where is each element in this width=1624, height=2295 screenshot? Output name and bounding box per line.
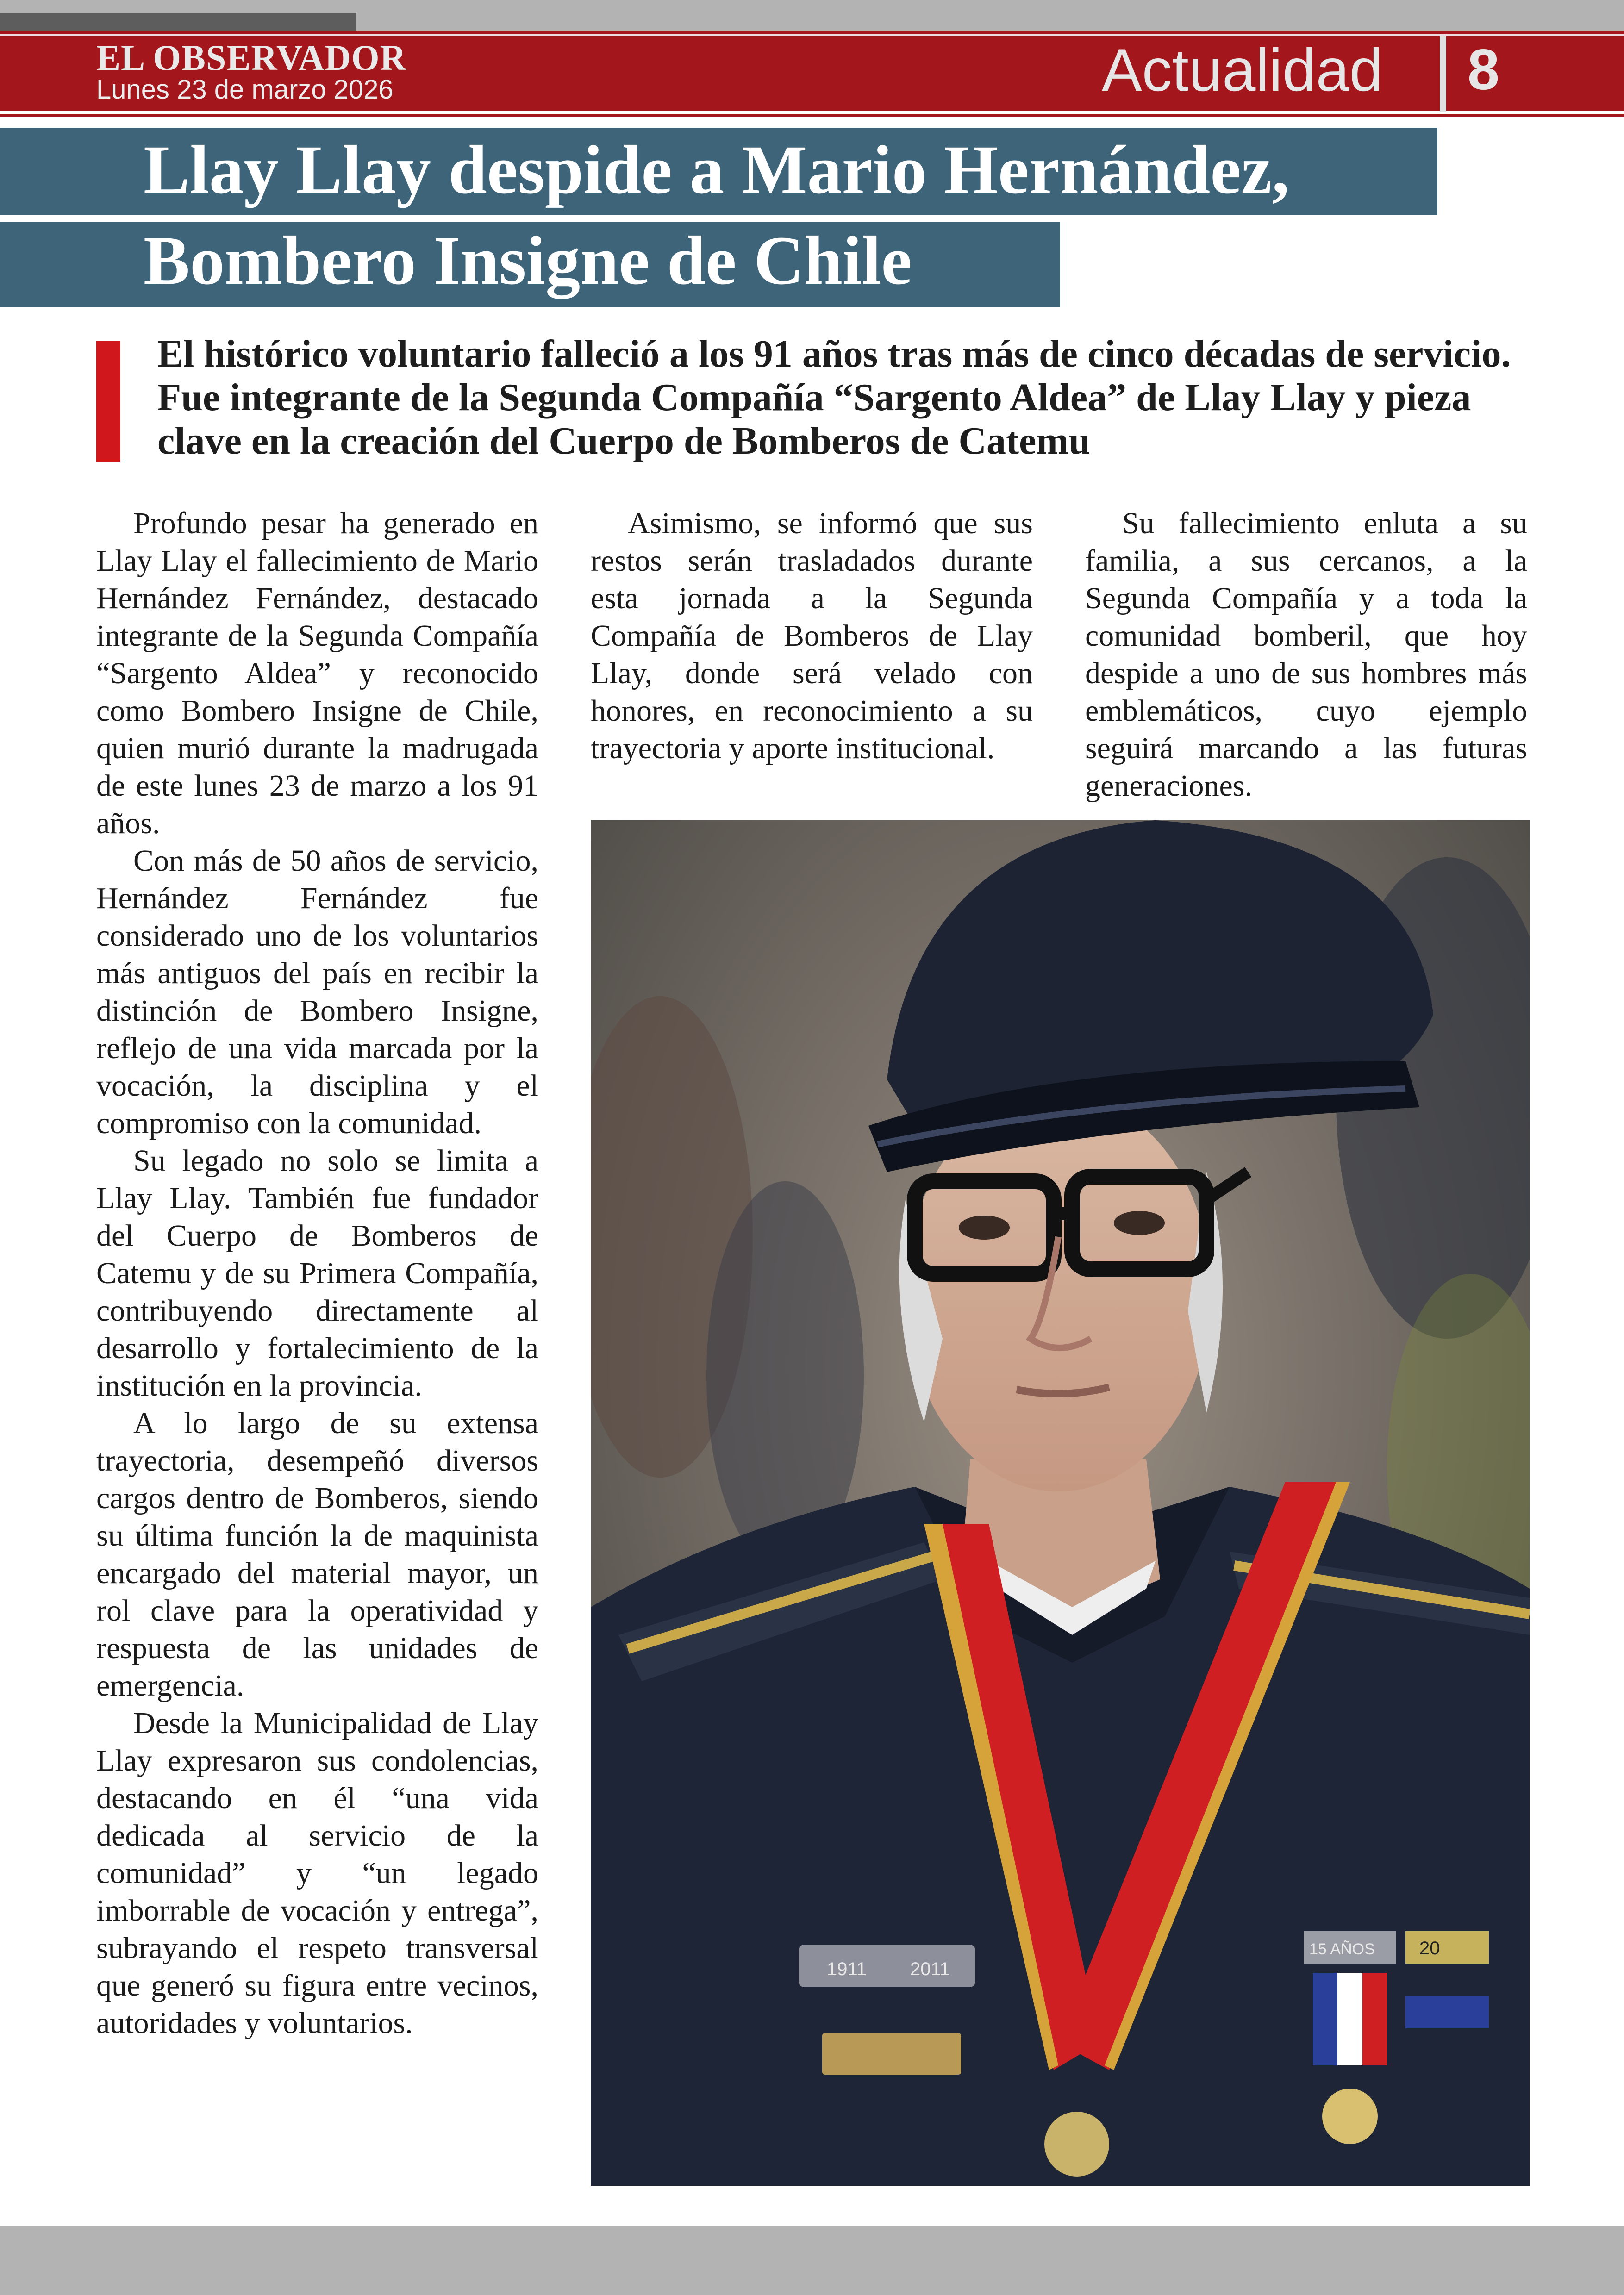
- article-column-3: [1085, 505, 1527, 804]
- section-label: Actualidad: [1102, 36, 1383, 104]
- page-number: 8: [1468, 38, 1499, 102]
- deck-accent-bar: [96, 341, 120, 462]
- medal-text: 15 AÑOS: [1309, 1940, 1375, 1958]
- headline-line-2: Bombero Insigne de Chile: [144, 222, 912, 299]
- article-column-1: [96, 505, 538, 2042]
- article-column-2: [591, 505, 1033, 767]
- header-divider: [1440, 35, 1446, 112]
- paragraph: Con más de 50 años de servicio, Hernández Fernández fue considerado uno de los voluntarios más antiguos del país en recibir la distinción de Bombero Insigne, reflejo de una vida marcada por la vocación, la disciplina y el compromiso con la comunidad.: [96, 844, 538, 1140]
- bottom-border: [0, 2226, 1624, 2295]
- medal-text: 20: [1419, 1938, 1440, 1958]
- paragraph: Asimismo, se informó que sus restos serán trasladados durante esta jornada a la Segunda Compañía de Bomberos de Llay Llay, donde será velado con honores, en reconocimiento a su trayectoria y aporte institucional.: [591, 506, 1033, 765]
- deck-subtitle: El histórico voluntario falleció a los 91 años tras más de cinco décadas de servicio. Fue integrante de la Segunda Compañía “Sargento Aldea” de Llay Llay y pieza clave en la creación del Cuerpo de Bomberos de Catemu: [157, 332, 1511, 462]
- portrait-illustration: [591, 820, 1530, 2186]
- header-rule-bottom: [0, 114, 1624, 117]
- paragraph: Su fallecimiento enluta a su familia, a sus cercanos, a la Segunda Compañía y a toda la comunidad bomberil, que hoy despide a uno de sus hombres más emblemáticos, cuyo ejemplo seguirá marcando a las futuras generaciones.: [1085, 506, 1527, 803]
- masthead: EL OBSERVADOR: [96, 37, 406, 78]
- top-border-accent: [0, 13, 356, 31]
- paragraph: Desde la Municipalidad de Llay Llay expresaron sus condolencias, destacando en él “una vida dedicada al servicio de la comunidad” y “un legado imborrable de vocación y entrega”, subrayando el respeto transversal que generó su figura entre vecinos, autoridades y voluntarios.: [96, 1706, 538, 2040]
- medal-text: 1911: [827, 1959, 867, 1979]
- portrait-photo: [591, 820, 1530, 2186]
- headline-line-1: Llay Llay despide a Mario Hernández,: [144, 131, 1289, 208]
- medal-text: 2011: [910, 1959, 950, 1979]
- paragraph: Su legado no solo se limita a Llay Llay. También fue fundador del Cuerpo de Bomberos de Catemu y de su Primera Compañía, contribuyendo directamente al desarrollo y fortalecimiento de la institución en la provincia.: [96, 1144, 538, 1403]
- paragraph: A lo largo de su extensa trayectoria, desempeñó diversos cargos dentro de Bomberos, siendo su última función la de maquinista encargado del material mayor, un rol clave para la operatividad y respuesta de las unidades de emergencia.: [96, 1406, 538, 1703]
- paragraph: Profundo pesar ha generado en Llay Llay el fallecimiento de Mario Hernández Fernández, destacado integrante de la Segunda Compañía “Sargento Aldea” y reconocido como Bombero Insigne de Chile, quien murió durante la madrugada de este lunes 23 de marzo a los 91 años.: [96, 506, 538, 840]
- issue-date: Lunes 23 de marzo 2026: [96, 75, 394, 105]
